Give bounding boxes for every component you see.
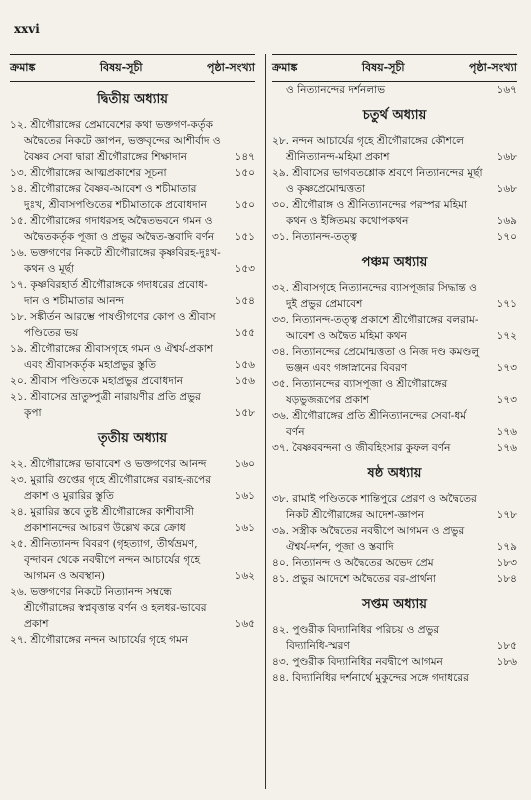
- entry-page: ১৬১: [234, 522, 255, 534]
- entry-page: ১৬৫: [234, 618, 255, 630]
- entry-page: ১৫৮: [234, 407, 255, 419]
- header-subject: বিষয়-সূচী: [361, 61, 405, 74]
- toc-entry-37: [272, 440, 517, 456]
- entry-page: ১৫৬: [234, 375, 255, 387]
- header-page: পৃষ্ঠা-সংখ্যা: [469, 61, 517, 74]
- toc-entry-35: [272, 376, 517, 408]
- entry-page: ১৬১: [234, 490, 255, 502]
- entry-page: ১৭২: [496, 330, 517, 342]
- entry-text: ৩৮. রামাই পণ্ডিতকে শান্তিপুরে প্রেরণ ও অদ্বৈতের নিকট শ্রীগৌরাঙ্গের আদেশ-জ্ঞাপন: [272, 493, 477, 521]
- toc-entry-12: [10, 117, 255, 165]
- entry-text: ১৭. কৃষ্ণবিরহার্ত শ্রীগৌরাঙ্গকে গদাধরের প্রবোধ-দান ও শচীমাতার আনন্দ: [10, 279, 208, 307]
- toc-entry-16: [10, 245, 255, 277]
- entry-text: ১৬. ভক্তগণের নিকটে শ্রীগৌরাঙ্গের কৃষ্ণবিরহ-দুঃখ-কথন ও মূর্ছা: [10, 247, 221, 275]
- toc-entry-39: [272, 523, 517, 555]
- toc-entry-40: [272, 555, 517, 571]
- entry-page: ১৬৯: [496, 215, 517, 227]
- entry-page: ১৫০: [234, 199, 255, 211]
- toc-entry-14: [10, 181, 255, 213]
- toc-entry-23: [10, 472, 255, 504]
- entry-text: ১৮. সঙ্কীর্তন আরম্ভে পাষণ্ডীগণের কোপ ও শ্রীবাস পণ্ডিতের ভয়: [10, 311, 216, 339]
- entry-text: ২৭. শ্রীগৌরাঙ্গের নন্দন আচার্যের গৃহে গমন: [10, 634, 189, 646]
- toc-entry-41: [272, 571, 517, 587]
- toc-right-column: [272, 54, 517, 686]
- entry-text: ৪১. প্রভুর আদেশে অদ্বৈতের বর-প্রার্থনা: [272, 573, 436, 585]
- toc-entry-34: [272, 344, 517, 376]
- entry-text: ১৩. শ্রীগৌরাঙ্গের আত্মপ্রকাশের সূচনা: [10, 167, 167, 179]
- entry-page: ১৭৩: [496, 394, 517, 406]
- toc-entry-17: [10, 277, 255, 309]
- entry-text: ৩৫. নিত্যানন্দের ব্যাসপূজা ও শ্রীগৌরাঙ্গের ষড়ভুজরূপের প্রকাশ: [272, 378, 448, 406]
- entry-text: ২২. শ্রীগৌরাঙ্গের ভাবাবেশ ও ভক্তগণের আনন্দ: [10, 458, 207, 470]
- entry-text: ৪০. নিত্যানন্দ ও অদ্বৈতের অভেদ প্রেম: [272, 557, 434, 569]
- chapter-heading: সপ্তম অধ্যায়: [362, 597, 427, 612]
- toc-entry-43: [272, 654, 517, 670]
- entry-page: ১৫০: [234, 167, 255, 179]
- entry-text: ৩৬. শ্রীগৌরাঙ্গের প্রতি শ্রীনিত্যানন্দের সেবা-ধর্ম বর্ণন: [272, 410, 467, 438]
- entry-text: ৪৪. বিদ্যানিধির দর্শনার্থে মুকুন্দের সঙ্গে গদাধরের: [272, 672, 469, 684]
- entry-page: ১৭৮: [496, 509, 517, 521]
- header-serial: ক্রমাঙ্ক: [10, 61, 36, 74]
- entry-page: ১৮৪: [496, 573, 517, 585]
- entry-text: ২৪. মুরারির স্তবে তুষ্ট শ্রীগৌরাঙ্গের কাশীবাসী প্রকাশানন্দের আচরণ উল্লেখ করে ক্রোধ: [10, 506, 194, 534]
- entry-text: ৩০. শ্রীগৌরাঙ্গ ও শ্রীনিত্যানন্দের পরস্পর মহিমা কথন ও ইঙ্গিতময় কথোপকথন: [272, 199, 468, 227]
- entry-text: ২০. শ্রীবাস পণ্ডিতকে মহাপ্রভুর প্রবোধদান: [10, 375, 184, 387]
- entry-page: ১৮৩: [496, 557, 517, 569]
- toc-entry-24: [10, 504, 255, 536]
- entry-page: ১৫৬: [234, 359, 255, 371]
- entry-text: ৩৪. নিত্যানন্দের প্রেমোন্মত্ততা ও নিজ দণ্ড কমণ্ডলু ভঞ্জন এবং গঙ্গাস্নানের বিবরণ: [272, 346, 480, 374]
- toc-entry-21: [10, 389, 255, 421]
- toc-entry-38: [272, 491, 517, 523]
- chapter-heading: দ্বিতীয় অধ্যায়: [97, 92, 168, 107]
- header-page: পৃষ্ঠা-সংখ্যা: [207, 61, 255, 74]
- entry-page: ১৭৩: [496, 362, 517, 374]
- entry-page: ১৪৭: [234, 151, 255, 163]
- toc-entry-33: [272, 312, 517, 344]
- entry-text: ১২. শ্রীগৌরাঙ্গের প্রেমাবেশের কথা ভক্তগণ-কর্তৃক অদ্বৈতের নিকটে জ্ঞাপন, ভক্তবৃন্দের আশীর্বাদ ও বৈষ্ণব সেবা দ্বারা শ্রীগৌরাঙ্গের শিক্ষাদান: [10, 119, 221, 163]
- toc-entry-32: [272, 280, 517, 312]
- toc-left-column: [10, 54, 255, 648]
- toc-entry-44: [272, 670, 517, 686]
- toc-entry-27: [10, 632, 255, 648]
- toc-header: [272, 54, 517, 82]
- entry-page: ১৬৭: [496, 84, 517, 96]
- entry-text: ২৮. নন্দন আচার্যের গৃহে শ্রীগৌরাঙ্গের কৌশলে শ্রীনিত্যানন্দ-মহিমা প্রকাশ: [272, 135, 464, 163]
- entry-text: ৩৩. নিত্যানন্দ-তত্ত্ব প্রকাশে শ্রীগৌরাঙ্গের বলরাম-আবেশ ও অদ্বৈত মহিমা কথন: [272, 314, 479, 342]
- chapter-heading: তৃতীয় অধ্যায়: [97, 431, 168, 446]
- entry-text: ও নিত্যানন্দের দর্শনলাভ: [286, 84, 386, 96]
- toc-entry-30: [272, 197, 517, 229]
- toc-entry-42: [272, 622, 517, 654]
- entry-text: ২৩. মুরারি গুপ্তের গৃহে শ্রীগৌরাঙ্গের বরাহ-রূপের প্রকাশ ও মুরারির স্তুতি: [10, 474, 211, 502]
- entry-page: ১৫৩: [234, 263, 255, 275]
- entry-text: ৩১. নিত্যানন্দ-তত্ত্ব: [272, 231, 358, 243]
- entry-text: ৩৭. বৈষ্ণববন্দনা ও জীবহিংসার কুফল বর্ণন: [272, 442, 451, 454]
- toc-entry-31: [272, 229, 517, 245]
- chapter-heading: ষষ্ঠ অধ্যায়: [367, 466, 422, 481]
- entry-text: ১৪. শ্রীগৌরাঙ্গের বৈষ্ণব-আবেশ ও শচীমাতার দুঃখ, শ্রীবাসপণ্ডিতের শচীমাতাকে প্রবোধদান: [10, 183, 207, 211]
- entry-text: ২৬. ভক্তগণের নিকটে নিত্যানন্দ সম্বন্ধে শ্রীগৌরাঙ্গের স্বপ্নবৃত্তান্ত বর্ণন ও হলধর-ভাবের প্রকাশ: [10, 586, 207, 630]
- entry-page: ১৭১: [496, 298, 517, 310]
- header-subject: বিষয়-সূচী: [99, 61, 143, 74]
- entry-page: ১৭৯: [496, 541, 517, 553]
- toc-entry-25: [10, 536, 255, 584]
- toc-entry-15: [10, 213, 255, 245]
- entry-page: ১৬২: [234, 570, 255, 582]
- entry-page: ১৮৬: [496, 656, 517, 668]
- column-divider: [265, 54, 266, 789]
- toc-entry-26: [10, 584, 255, 632]
- chapter-heading: চতুর্থ অধ্যায়: [362, 108, 427, 123]
- entry-text: ২৫. শ্রীনিত্যানন্দ বিবরণ (গৃহত্যাগ, তীর্থভ্রমণ, বৃন্দাবন থেকে নবদ্বীপে নন্দন আচার্যের গৃহে আগমন ও অবস্থান): [10, 538, 201, 582]
- toc-entry-18: [10, 309, 255, 341]
- entry-text: ৪৩. পুণ্ডরীক বিদ্যানিধির নবদ্বীপে আগমন: [272, 656, 443, 668]
- toc-entry-19: [10, 341, 255, 373]
- entry-page: ১৭৬: [496, 442, 517, 454]
- toc-entry-36: [272, 408, 517, 440]
- entry-page: ১৫৪: [234, 295, 255, 307]
- entry-text: ৩২. শ্রীবাসগৃহে নিত্যানন্দের ব্যাসপূজার সিদ্ধান্ত ও দুই প্রভুর প্রেমাবেশ: [272, 282, 477, 310]
- chapter-heading: পঞ্চম অধ্যায়: [361, 255, 428, 270]
- toc-entry-29: [272, 165, 517, 197]
- toc-header: [10, 54, 255, 82]
- toc-entry-27-continued: [272, 82, 517, 98]
- entry-text: ১৯. শ্রীগৌরাঙ্গের শ্রীবাসগৃহে গমন ও ঐশ্বর্য-প্রকাশ এবং শ্রীবাসকর্তৃক মহাপ্রভুর স্তুতি: [10, 343, 214, 371]
- entry-page: ১৬৮: [496, 183, 517, 195]
- header-serial: ক্রমাঙ্ক: [272, 61, 298, 74]
- entry-page: ১৫৫: [234, 327, 255, 339]
- toc-entry-22: [10, 456, 255, 472]
- page-number: xxvi: [14, 22, 40, 36]
- entry-page: ১৭৬: [496, 426, 517, 438]
- entry-text: ২১. শ্রীবাসের ভ্রাতুষ্পুত্রী নারায়ণীর প্রতি প্রভুর কৃপা: [10, 391, 201, 419]
- entry-text: ৩৯. সস্ত্রীক অদ্বৈতের নবদ্বীপে আগমন ও প্রভুর ঐশ্বর্য-দর্শন, পূজা ও স্তবাদি: [272, 525, 465, 553]
- entry-page: ১৬০: [234, 458, 255, 470]
- entry-page: ১৭০: [496, 231, 517, 243]
- entry-page: ১৮৫: [496, 640, 517, 652]
- entry-page: ১৫১: [234, 231, 255, 243]
- entry-text: ২৯. শ্রীবাসের ভাগবতশ্লোক শ্রবণে নিত্যানন্দের মূর্ছা ও কৃষ্ণপ্রেমোন্মত্ততা: [272, 167, 483, 195]
- entry-text: ৪২. পুণ্ডরীক বিদ্যানিধির পরিচয় ও প্রভুর বিদ্যানিধি-স্মরণ: [272, 624, 440, 652]
- toc-entry-20: [10, 373, 255, 389]
- toc-entry-13: [10, 165, 255, 181]
- toc-entry-28: [272, 133, 517, 165]
- entry-text: ১৫. শ্রীগৌরাঙ্গের গদাধরসহ অদ্বৈতভবনে গমন ও অদ্বৈতকর্তৃক পূজা ও প্রভুর অদ্বৈত-স্তবাদি বর্ণন: [10, 215, 215, 243]
- entry-page: ১৬৮: [496, 151, 517, 163]
